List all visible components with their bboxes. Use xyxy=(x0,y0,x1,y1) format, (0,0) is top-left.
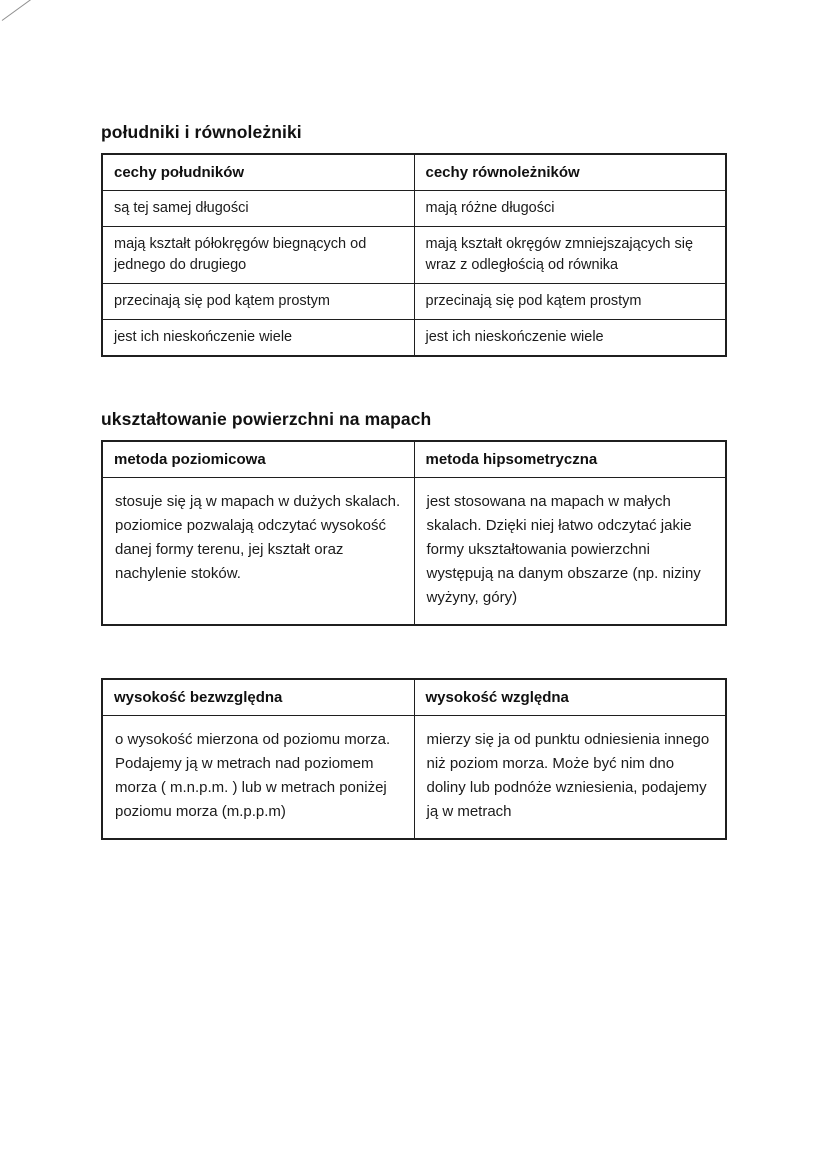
section-title-meridians-parallels: południki i równoleżniki xyxy=(101,122,302,142)
table-header-cell: metoda hipsometryczna xyxy=(414,441,726,478)
table-header-cell: wysokość względna xyxy=(414,679,726,716)
table-cell: przecinają się pod kątem prostym xyxy=(414,283,726,319)
table-cell: o wysokość mierzona od poziomu morza. Podajemy ją w metrach nad poziomem morza ( m.n.p.m. ) lub w metrach poniżej poziomu morza (m.p.p.m) xyxy=(102,716,414,840)
table-header-row xyxy=(102,679,726,716)
section-title-terrain-on-maps: ukształtowanie powierzchni na mapach xyxy=(101,409,432,430)
page-content xyxy=(101,122,727,840)
table-meridians-parallels xyxy=(101,153,727,357)
table-header-cell: cechy południków xyxy=(102,154,414,191)
table-row xyxy=(102,320,726,357)
table-cell: jest ich nieskończenie wiele xyxy=(414,320,726,357)
table-row xyxy=(102,716,726,840)
table-cell: są tej samej długości xyxy=(102,191,414,227)
table-header-cell: wysokość bezwzględna xyxy=(102,679,414,716)
table-row xyxy=(102,227,726,284)
table-header-row xyxy=(102,154,726,191)
table-header-cell: cechy równoleżników xyxy=(414,154,726,191)
table-map-methods xyxy=(101,440,727,626)
table-cell: jest ich nieskończenie wiele xyxy=(102,320,414,357)
table-cell: stosuje się ją w mapach w dużych skalach. poziomice pozwalają odczytać wysokość danej formy terenu, jej kształt oraz nachylenie stoków. xyxy=(102,478,414,626)
table-cell: mierzy się ja od punktu odniesienia innego niż poziom morza. Może być nim dno doliny lub podnóże wzniesienia, podajemy ją w metrach xyxy=(414,716,726,840)
table-cell: jest stosowana na mapach w małych skalach. Dzięki niej łatwo odczytać jakie formy ukształtowania powierzchni występują na danym obszarze (np. niziny wyżyny, góry) xyxy=(414,478,726,626)
spacer xyxy=(101,626,727,678)
table-row xyxy=(102,478,726,626)
table-heights xyxy=(101,678,727,840)
table-header-row xyxy=(102,441,726,478)
table-row xyxy=(102,283,726,319)
table-row xyxy=(102,191,726,227)
spacer xyxy=(101,357,727,409)
table-cell: przecinają się pod kątem prostym xyxy=(102,283,414,319)
table-header-cell: metoda poziomicowa xyxy=(102,441,414,478)
table-cell: mają kształt półokręgów biegnących od jednego do drugiego xyxy=(102,227,414,284)
table-cell: mają kształt okręgów zmniejszających się wraz z odległością od równika xyxy=(414,227,726,284)
table-cell: mają różne długości xyxy=(414,191,726,227)
page-corner-line xyxy=(2,0,40,21)
